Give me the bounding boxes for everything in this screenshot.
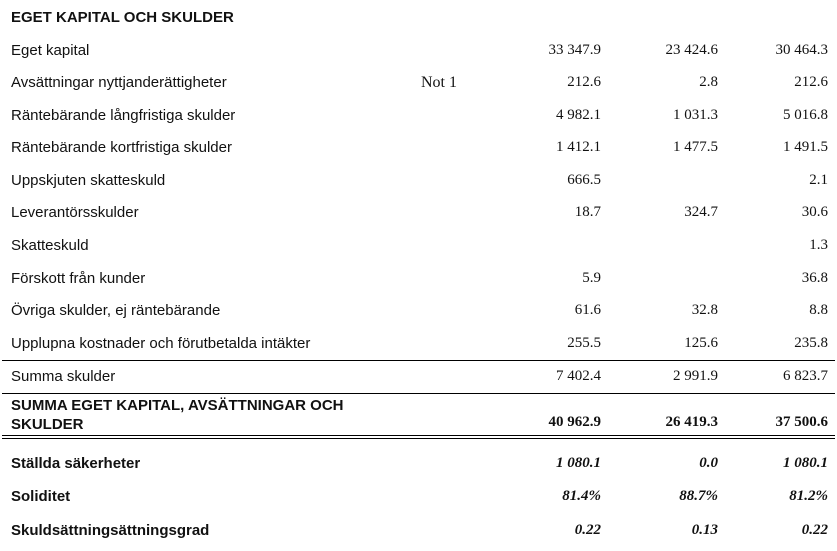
value-col-3: 8.8 (809, 302, 828, 318)
value-col-1: 666.5 (567, 172, 601, 188)
value-col-1: 61.6 (574, 302, 601, 318)
row-label: Eget kapital (11, 42, 90, 59)
value-col-1: 1 080.1 (556, 455, 601, 471)
value-col-2: 324.7 (684, 204, 718, 220)
value-col-1: 7 402.4 (556, 368, 601, 384)
total-label-line-1: SUMMA EGET KAPITAL, AVSÄTTNINGAR OCH (11, 397, 344, 414)
double-underline-top (2, 435, 835, 436)
value-col-3: 1 491.5 (783, 139, 828, 155)
double-underline-bottom (2, 438, 835, 439)
row-label: Räntebärande långfristiga skulder (11, 107, 236, 124)
value-col-3: 5 016.8 (783, 107, 828, 123)
value-col-3: 6 823.7 (783, 368, 828, 384)
value-col-2: 0.0 (699, 455, 718, 471)
value-col-3: 37 500.6 (775, 414, 828, 430)
value-col-3: 2.1 (809, 172, 828, 188)
divider (2, 393, 835, 394)
row-label: Skatteskuld (11, 237, 89, 254)
value-col-1: 255.5 (567, 335, 601, 351)
value-col-2: 2.8 (699, 74, 718, 90)
total-label-line-2: SKULDER (11, 416, 84, 433)
row-label: Summa skulder (11, 368, 116, 385)
value-col-3: 30.6 (801, 204, 828, 220)
row-label: Leverantörsskulder (11, 204, 139, 221)
value-col-2: 125.6 (684, 335, 718, 351)
value-col-2: 32.8 (691, 302, 718, 318)
value-col-3: 0.22 (801, 522, 828, 538)
value-col-3: 1.3 (809, 237, 828, 253)
row-label: Skuldsättningsättningsgrad (11, 522, 210, 539)
value-col-3: 1 080.1 (783, 455, 828, 471)
value-col-1: 0.22 (574, 522, 601, 538)
row-label: Uppskjuten skatteskuld (11, 172, 166, 189)
value-col-1: 212.6 (567, 74, 601, 90)
row-label: Ställda säkerheter (11, 455, 141, 472)
value-col-1: 81.4% (562, 488, 601, 504)
row-label: Upplupna kostnader och förutbetalda intäkter (11, 335, 311, 352)
note-reference: Not 1 (421, 74, 457, 91)
value-col-1: 33 347.9 (548, 42, 601, 58)
value-col-1: 18.7 (574, 204, 601, 220)
value-col-3: 212.6 (794, 74, 828, 90)
value-col-2: 88.7% (679, 488, 718, 504)
row-label: Förskott från kunder (11, 270, 146, 287)
value-col-1: 1 412.1 (556, 139, 601, 155)
value-col-1: 5.9 (582, 270, 601, 286)
value-col-2: 2 991.9 (673, 368, 718, 384)
row-label: Soliditet (11, 488, 71, 505)
value-col-2: 26 419.3 (665, 414, 718, 430)
row-label: Avsättningar nyttjanderättigheter (11, 74, 227, 91)
value-col-2: 23 424.6 (665, 42, 718, 58)
value-col-2: 1 477.5 (673, 139, 718, 155)
divider (2, 360, 835, 361)
value-col-3: 81.2% (789, 488, 828, 504)
value-col-2: 0.13 (691, 522, 718, 538)
value-col-3: 235.8 (794, 335, 828, 351)
value-col-2: 1 031.3 (673, 107, 718, 123)
value-col-3: 36.8 (801, 270, 828, 286)
section-heading: EGET KAPITAL OCH SKULDER (11, 9, 234, 26)
value-col-1: 40 962.9 (548, 414, 601, 430)
value-col-1: 4 982.1 (556, 107, 601, 123)
value-col-3: 30 464.3 (775, 42, 828, 58)
row-label: Räntebärande kortfristiga skulder (11, 139, 232, 156)
row-label: Övriga skulder, ej räntebärande (11, 302, 221, 319)
